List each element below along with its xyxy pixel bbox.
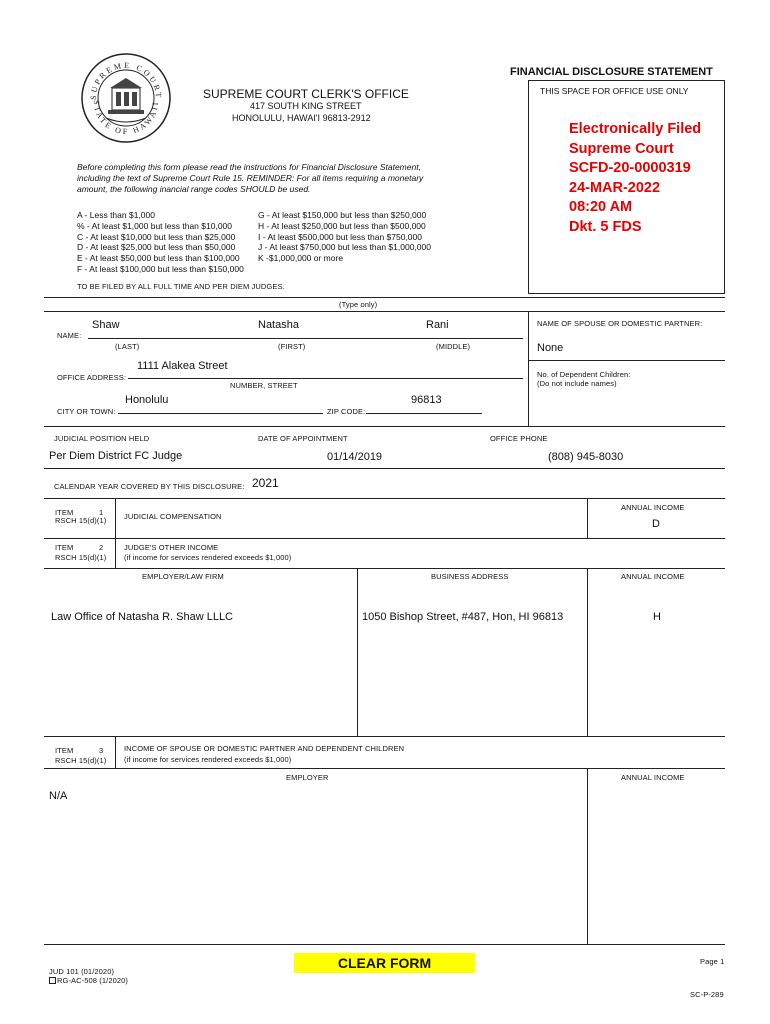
type-only-label: (Type only) [339, 300, 378, 309]
item1-title: JUDICIAL COMPENSATION [124, 512, 222, 521]
item3-number: 3 [99, 746, 104, 755]
office-city: HONOLULU, HAWAI'I 96813-2912 [232, 113, 371, 123]
instructions-line-2: including the text of Supreme Court Rule 15. REMINDER: For all items requiring a monetary [77, 173, 424, 183]
stamp-line-3: SCFD-20-0000319 [569, 160, 691, 176]
range-codes-left [77, 210, 244, 275]
range-code: H - At least $250,000 but less than $500,000 [258, 220, 426, 231]
name-label: NAME: [57, 331, 82, 340]
item2-employer-field[interactable]: Law Office of Natasha R. Shaw LLLC [51, 611, 234, 623]
form-icon [49, 977, 56, 984]
item2-number: 2 [99, 543, 104, 552]
form-number-2-text: RG-AC-508 (1/2020) [57, 976, 128, 985]
item2-address-field[interactable]: 1050 Bishop Street, #487, Hon, HI 96813 [362, 611, 564, 623]
stamp-line-5: 08:20 AM [569, 199, 633, 215]
range-code: A - Less than $1,000 [77, 210, 155, 220]
zip-label: ZIP CODE: [327, 407, 366, 416]
item1-item-label: ITEM [55, 508, 74, 517]
middle-name-label: (MIDDLE) [436, 342, 471, 351]
dependents-label [537, 370, 631, 388]
clear-form-button[interactable]: CLEAR FORM [294, 953, 475, 973]
range-code: I - At least $500,000 but less than $750,000 [258, 231, 422, 242]
item3-income-col: ANNUAL INCOME [621, 773, 685, 782]
last-name-label: (LAST) [115, 342, 140, 351]
item3-rsch: RSCH 15(d)(1) [55, 756, 107, 765]
office-address-label: OFFICE ADDRESS: [57, 373, 127, 382]
item2-title: JUDGE'S OTHER INCOME [124, 543, 219, 552]
item2-employer-col: EMPLOYER/LAW FIRM [142, 572, 224, 581]
appointment-date-label: DATE OF APPOINTMENT [258, 434, 348, 443]
spouse-label: NAME OF SPOUSE OR DOMESTIC PARTNER: [537, 319, 703, 328]
item3-item-label: ITEM [55, 746, 74, 755]
office-phone-field[interactable]: (808) 945-8030 [548, 451, 624, 463]
item3-subtitle: (if income for services rendered exceeds $1,000) [124, 755, 292, 764]
filed-by-note: TO BE FILED BY ALL FULL TIME AND PER DIEM JUDGES. [77, 282, 285, 291]
range-code: C - At least $10,000 but less than $25,000 [77, 231, 236, 242]
form-code: SC-P-289 [690, 990, 724, 999]
spouse-field[interactable]: None [537, 342, 564, 354]
instructions-line-3: amount, the following inancial range codes SHOULD be used. [77, 184, 311, 194]
form-number-2 [49, 976, 128, 985]
range-codes-right [258, 210, 431, 264]
judicial-position-field[interactable]: Per Diem District FC Judge [49, 450, 183, 462]
last-name-field[interactable]: Shaw [92, 319, 120, 331]
city-label: CITY OR TOWN: [57, 407, 116, 416]
item2-address-col: BUSINESS ADDRESS [431, 572, 509, 581]
item2-income-col: ANNUAL INCOME [621, 572, 685, 581]
instructions [77, 162, 423, 195]
range-code: E - At least $50,000 but less than $100,000 [77, 253, 240, 264]
office-name: SUPREME COURT CLERK'S OFFICE [203, 87, 409, 101]
page-number: Page 1 [700, 957, 725, 966]
form-title: FINANCIAL DISCLOSURE STATEMENT [510, 66, 713, 78]
first-name-label: (FIRST) [278, 342, 306, 351]
seal-bottom-text: STATE OF HAWAII [91, 99, 161, 137]
item3-title: INCOME OF SPOUSE OR DOMESTIC PARTNER AND DEPENDENT CHILDREN [124, 744, 405, 753]
item3-employer-col: EMPLOYER [286, 773, 329, 782]
range-code: J - At least $750,000 but less than $1,000,000 [258, 242, 431, 253]
range-code: D - At least $25,000 but less than $50,000 [77, 242, 236, 253]
first-name-field[interactable]: Natasha [258, 319, 299, 331]
calendar-year-field[interactable]: 2021 [252, 476, 279, 490]
judicial-position-label: JUDICIAL POSITION HELD [54, 434, 150, 443]
range-code: F - At least $100,000 but less than $150,000 [77, 263, 244, 274]
court-seal [80, 52, 172, 144]
item2-income-field[interactable]: H [653, 611, 661, 623]
form-number: JUD 101 (01/2020) [49, 967, 115, 976]
item2-item-label: ITEM [55, 543, 74, 552]
stamp-line-4: 24-MAR-2022 [569, 179, 661, 196]
item1-rsch: RSCH 15(d)(1) [55, 516, 107, 525]
office-phone-label: OFFICE PHONE [490, 434, 548, 443]
item1-income-field[interactable]: D [652, 518, 660, 530]
range-code: % - At least $1,000 but less than $10,000 [77, 220, 232, 231]
item1-income-label: ANNUAL INCOME [621, 503, 685, 512]
stamp-line-6: Dkt. 5 FDS [569, 218, 642, 235]
office-use-label: THIS SPACE FOR OFFICE USE ONLY [540, 86, 689, 96]
item3-employer-field[interactable]: N/A [49, 790, 68, 802]
city-field[interactable]: Honolulu [125, 394, 169, 406]
calendar-year-label: CALENDAR YEAR COVERED BY THIS DISCLOSURE: [54, 482, 245, 491]
instructions-line-1: Before completing this form please read the instructions for Financial Disclosure Statement, [77, 162, 421, 172]
zip-field[interactable]: 96813 [411, 394, 442, 406]
item2-rsch: RSCH 15(d)(1) [55, 553, 107, 562]
appointment-date-field[interactable]: 01/14/2019 [327, 451, 383, 463]
office-address-field[interactable]: 1111 Alakea Street [137, 360, 228, 372]
item2-subtitle: (if income for services rendered exceeds $1,000) [124, 553, 292, 562]
range-code: K -$1,000,000 or more [258, 253, 344, 264]
middle-name-field[interactable]: Rani [426, 319, 449, 331]
office-street: 417 SOUTH KING STREET [250, 101, 362, 111]
filing-stamp [569, 120, 701, 237]
address-sub-label: NUMBER, STREET [230, 381, 298, 390]
stamp-line-2: Supreme Court [569, 140, 674, 157]
seal-top-text: SUPREME COURT [88, 60, 164, 101]
item1-number: 1 [99, 508, 104, 517]
dependents-label-line-2: (Do not include names) [537, 379, 617, 388]
stamp-line-1: Electronically Filed [569, 121, 702, 137]
dependents-label-line-1: No. of Dependent Children: [537, 370, 631, 379]
range-code: G - At least $150,000 but less than $250,000 [258, 210, 427, 220]
